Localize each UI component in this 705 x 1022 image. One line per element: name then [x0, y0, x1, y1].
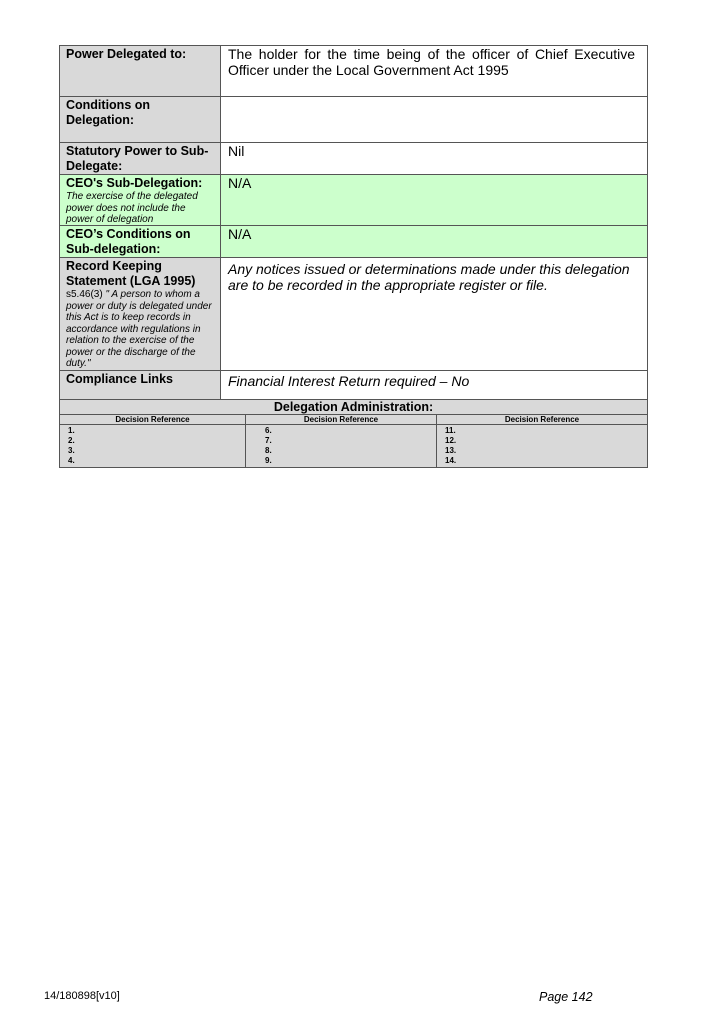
row-power-delegated: [60, 46, 647, 97]
list-item: 3.: [68, 446, 75, 455]
citation-ref: s5.46(3): [66, 289, 103, 300]
decision-reference-header: Decision Reference: [246, 415, 436, 425]
list-item: 8.: [265, 446, 272, 455]
list-item: 13.: [445, 446, 457, 455]
conditions-label: Conditions on Delegation:: [60, 97, 221, 142]
list-item: 2.: [68, 436, 75, 445]
row-statutory: [60, 143, 647, 175]
decision-reference-header: Decision Reference: [60, 415, 245, 425]
ceo-conditions-value: N/A: [221, 226, 647, 257]
record-keeping-value: Any notices issued or determinations made under this delegation are to be recorded in the appropriate register or file.: [221, 258, 647, 370]
admin-columns: [60, 415, 647, 467]
admin-column: [60, 415, 245, 467]
list-item: 14.: [445, 456, 457, 465]
list-item: 7.: [265, 436, 272, 445]
row-record-keeping: [60, 258, 647, 371]
delegation-administration: [60, 400, 647, 467]
admin-title: Delegation Administration:: [60, 400, 647, 415]
conditions-value: [221, 97, 647, 142]
admin-column: [245, 415, 436, 467]
row-compliance: [60, 371, 647, 400]
ceo-sub-delegation-cell: [60, 175, 221, 225]
document-reference: 14/180898[v10]: [44, 990, 120, 1002]
record-keeping-cell: [60, 258, 221, 370]
delegation-table: [59, 45, 648, 468]
list-item: 12.: [445, 436, 457, 445]
power-delegated-value: The holder for the time being of the officer of Chief Executive Officer under the Local Government Act 1995: [221, 46, 647, 96]
list-item: 4.: [68, 456, 75, 465]
page-number: Page 142: [539, 990, 593, 1004]
row-ceo-conditions: [60, 226, 647, 258]
list-item: 6.: [265, 426, 272, 435]
decision-reference-list: [437, 425, 647, 467]
power-delegated-label: Power Delegated to:: [60, 46, 221, 96]
decision-reference-header: Decision Reference: [437, 415, 647, 425]
admin-column: [436, 415, 647, 467]
list-item: 1.: [68, 426, 75, 435]
statutory-value: Nil: [221, 143, 647, 174]
list-item: 9.: [265, 456, 272, 465]
row-conditions: [60, 97, 647, 143]
record-keeping-citation: [66, 289, 214, 370]
citation-text: " A person to whom a power or duty is delegated under this Act is to keep records in accordance with regulations in relation to the exercise of the power or the discharge of the duty.": [66, 289, 212, 369]
compliance-label: Compliance Links: [60, 371, 221, 399]
ceo-sub-delegation-value: N/A: [221, 175, 647, 225]
ceo-sub-delegation-note: The exercise of the delegated power does not include the power of delegation: [66, 191, 198, 225]
list-item: 11.: [445, 426, 456, 435]
row-ceo-sub-delegation: [60, 175, 647, 226]
decision-reference-list: [246, 425, 436, 467]
decision-reference-list: [60, 425, 245, 467]
ceo-conditions-label: CEO’s Conditions on Sub-delegation:: [60, 226, 221, 257]
ceo-sub-delegation-label: CEO's Sub-Delegation:: [66, 176, 203, 190]
compliance-value: Financial Interest Return required – No: [221, 371, 647, 399]
record-keeping-label: Record Keeping Statement (LGA 1995): [66, 259, 196, 288]
statutory-label: Statutory Power to Sub-Delegate:: [60, 143, 221, 174]
